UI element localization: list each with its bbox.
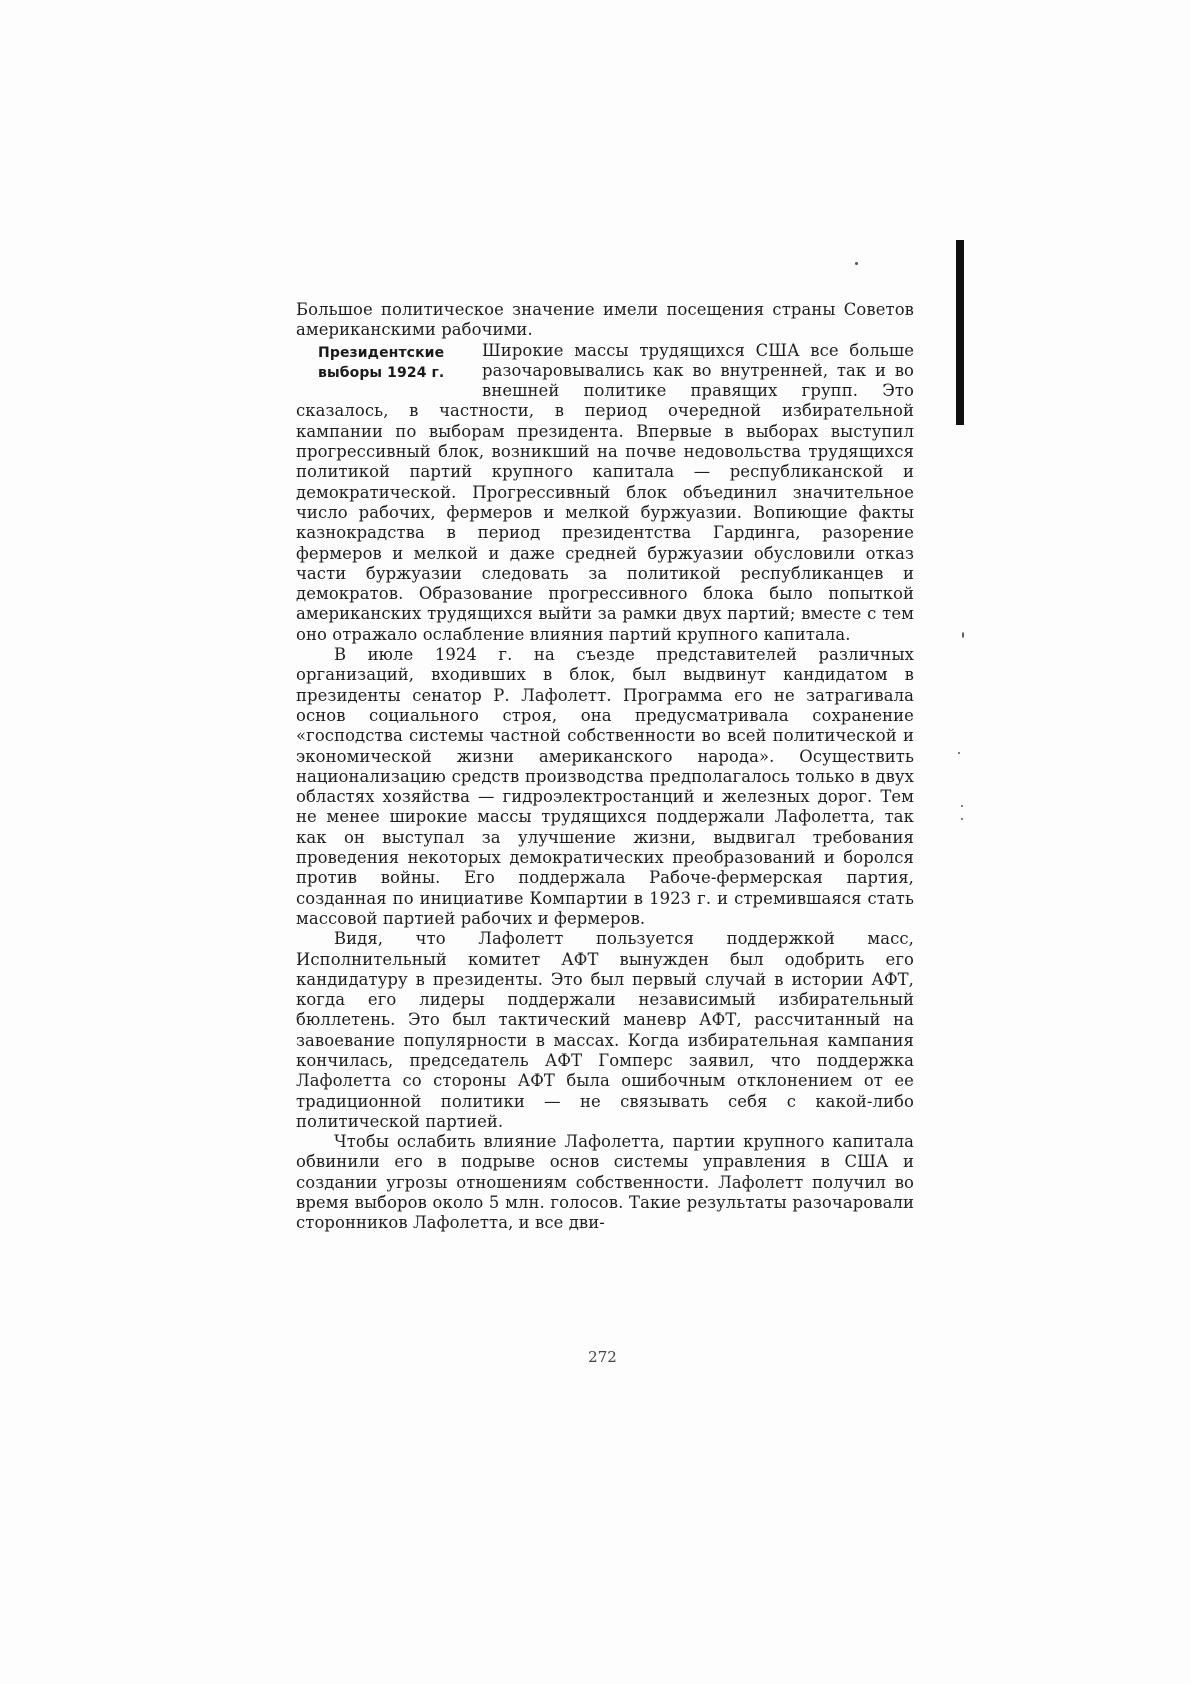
scan-speck [958,752,960,754]
section-heading [318,343,458,383]
body-text [296,300,914,1234]
paragraph: Широкие массы трудящихся США все больше разочаровывались как во внутренней, так и во внешней политике правящих групп. Это сказалось, в частности, в период очередной избирательной кампании по выборам президента. Впервые в выборах выступил прогрессивный блок, возникший на почве недовольства трудящихся политикой партий крупного капитала — республиканской и демократической. Прогрессивный блок объединил значительное число рабочих, фермеров и мелкой буржуазии. Вопиющие факты казнокрадства в период президентства Гардинга, разорение фермеров и мелкой и даже средней буржуазии обусловили отказ части буржуазии следовать за политикой республиканцев и демократов. Образование прогрессивного блока было попыткой американских трудящихся выйти за рамки двух партий; вместе с тем оно отражало ослабление влияния партий крупного капитала. [296,340,914,644]
page-number: 272 [588,1348,617,1366]
section-heading-line: Президентские [318,344,445,361]
scan-edge-shadow [956,240,964,425]
scan-speck [961,818,963,820]
paragraph: Чтобы ослабить влияние Лафолетта, партии крупного капитала обвинили его в подрыве основ системы управления в США и создании угрозы отношениям собственности. Лафолетт получил во время выборов около 5 млн. голосов. Такие результаты разочаровали сторонников Лафолетта, и все дви- [296,1132,914,1233]
paragraph: Большое политическое значение имели посещения страны Советов американскими рабочими. [296,300,914,340]
scan-speck [962,632,964,638]
paragraph: В июле 1924 г. на съезде представителей различных организаций, входивших в блок, был выдвинут кандидатом в президенты сенатор Р. Лафолетт. Программа его не затрагивала основ социального строя, она предусматривала сохранение «господства системы частной собственности во всей политической и экономической жизни американского народа». Осуществить национализацию средств производства предполагалось только в двух областях хозяйства — гидроэлектростанций и железных дорог. Тем не менее широкие массы трудящихся поддержали Лафолетта, так как он выступал за улучшение жизни, выдвигал требования проведения некоторых демократических преобразований и боролся против войны. Его поддержала Рабоче-фермерская партия, созданная по инициативе Компартии в 1923 г. и стремившаяся стать массовой партией рабочих и фермеров. [296,645,914,928]
scan-speck [961,805,963,807]
paragraph: Видя, что Лафолетт пользуется поддержкой масс, Исполнительный комитет АФТ вынужден был одобрить его кандидатуру в президенты. Это был первый случай в истории АФТ, когда его лидеры поддержали независимый избирательный бюллетень. Это был тактический маневр АФТ, рассчитанный на завоевание популярности в массах. Когда избирательная кампания кончилась, председатель АФТ Гомперс заявил, что поддержка Лафолетта со стороны АФТ была ошибочным отклонением от ее традиционной политики — не связывать себя с какой-либо политической партией. [296,929,914,1131]
section-heading-line: выборы 1924 г. [318,364,445,381]
scan-speck [855,262,858,265]
